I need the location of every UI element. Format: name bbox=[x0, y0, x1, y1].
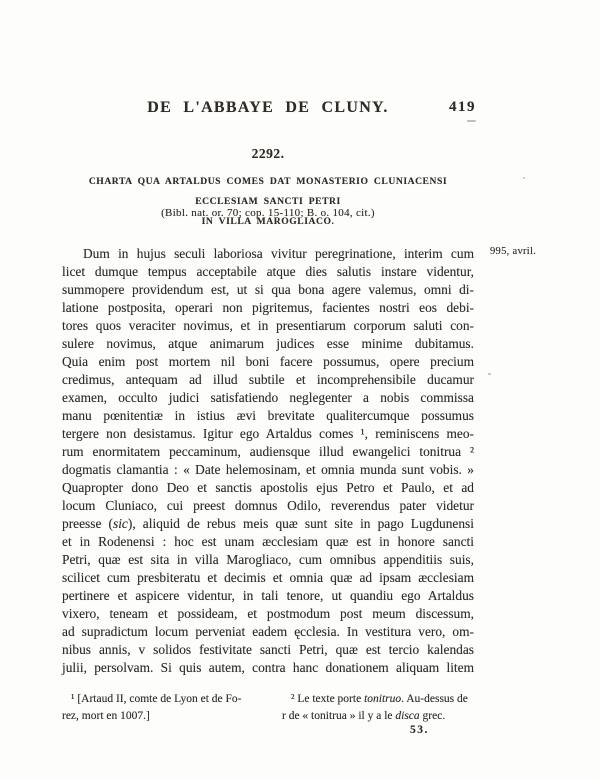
footnote-line: r de « tonitrua » il y a le disca grec. bbox=[282, 710, 446, 722]
ink-speck bbox=[467, 120, 476, 122]
body-line: dogmatis clamantia : « Date helemosinam, et omnia munda sunt vobis. » bbox=[62, 462, 474, 477]
footnotes bbox=[62, 691, 508, 725]
body-line: julii, persolvam. Si quis autem, contra hanc donationem aliquam litem bbox=[62, 660, 474, 675]
body-line: Quapropter dono Deo et sanctis apostolis ejus Petro et Paulo, et ad bbox=[62, 480, 474, 495]
body-line: locum Cluniaco, cui preest domnus Odilo, reverendus pater videtur bbox=[62, 498, 474, 513]
body-line: vixero, teneam et possideam, et postmodum post meum discessum, bbox=[62, 606, 474, 621]
body-line: licet dumque tempus acceptabile atque dies salutis instare videntur, bbox=[62, 264, 474, 279]
archival-reference: (Bibl. nat. or. 70; cop. 15-110; B. o. 104, cit.) bbox=[161, 207, 375, 219]
body-line: credimus, antequam ad illud subtile et incomprehensibile ducamur bbox=[62, 372, 474, 387]
body-line: examen, occulto judici satisfatiendo neglegenter a nobis commissa bbox=[62, 390, 474, 405]
body-line: tergere non desistamus. Igitur ego Artaldus comes ¹, reminiscens meo- bbox=[62, 426, 474, 441]
body-line: pertinere et aspicere videntur, in tali tenore, ut quandiu ego Artaldus bbox=[62, 588, 474, 603]
footnote-line: ¹ [Artaud II, comte de Lyon et de Fo- bbox=[71, 693, 242, 705]
body-line: tores quos veraciter novimus, et in presentiarum corporum saluti con- bbox=[62, 318, 474, 333]
body-line: preesse (sic), aliquid de rebus meis quæ sunt site in pago Lugdunensi bbox=[62, 516, 474, 531]
charter-title-line-1: CHARTA QUA ARTALDUS COMES DAT MONASTERIO CLUNIACENSI ECCLESIAM SANCTI PETRI bbox=[88, 176, 448, 207]
footnote-line: rez, mort en 1007.] bbox=[62, 710, 150, 722]
ink-speck bbox=[523, 177, 525, 179]
page-number: 419 bbox=[449, 99, 476, 115]
body-line: rum enormitatem peccaminum, audiensque illud ewangelici tonitrua ² bbox=[62, 444, 474, 459]
running-header-title: DE L'ABBAYE DE CLUNY. bbox=[147, 99, 389, 116]
body-line: nibus annis, v solidos festivitate sancti Petri, quæ est tercio kalendas bbox=[62, 642, 474, 657]
body-line: Dum in hujus seculi laboriosa vivitur peregrinatione, interim cum bbox=[83, 246, 474, 261]
ink-speck bbox=[488, 373, 491, 375]
body-text bbox=[62, 245, 474, 677]
charter-number: 2292. bbox=[251, 146, 285, 161]
body-line: scilicet cum presbiteratu et decimis et omnia quæ ad ipsam æcclesiam bbox=[62, 570, 474, 585]
footnote-2 bbox=[282, 691, 508, 725]
body-line: sulere novimus, atque animarum judices esse minime dubitamus. bbox=[62, 336, 474, 351]
body-line: et in Rodenensi : hoc est unam æcclesiam quæ est in honore sancti bbox=[62, 534, 474, 549]
body-line: manu pœnitentiæ in istius ævi brevitate qualitercumque possumus bbox=[62, 408, 474, 423]
body-line: Petri, quæ est sita in villa Marogliaco, cum omnibus appenditiis suis, bbox=[62, 552, 474, 567]
body-line: latione postposita, operari non pigritemus, facientes nostri eos debi- bbox=[62, 300, 474, 315]
printer-signature-mark: 53. bbox=[410, 724, 429, 736]
body-line: Quia enim post mortem nil boni facere possumus, opere precium bbox=[62, 354, 474, 369]
margin-date-note: 995, avril. bbox=[490, 246, 537, 257]
charter-title bbox=[56, 172, 480, 232]
footnote-1 bbox=[62, 691, 282, 725]
charter-title-line-2: IN VILLA MAROGLIACO. bbox=[201, 216, 335, 227]
footnote-line: ² Le texte porte tonitruo. Au-dessus de bbox=[291, 693, 468, 705]
body-line: summopere providendum est, ut si qua bona agere valemus, omni di- bbox=[62, 282, 474, 297]
body-line: ad supradictum locum perveniat eadem ęcclesia. In vestitura vero, om- bbox=[62, 624, 474, 639]
